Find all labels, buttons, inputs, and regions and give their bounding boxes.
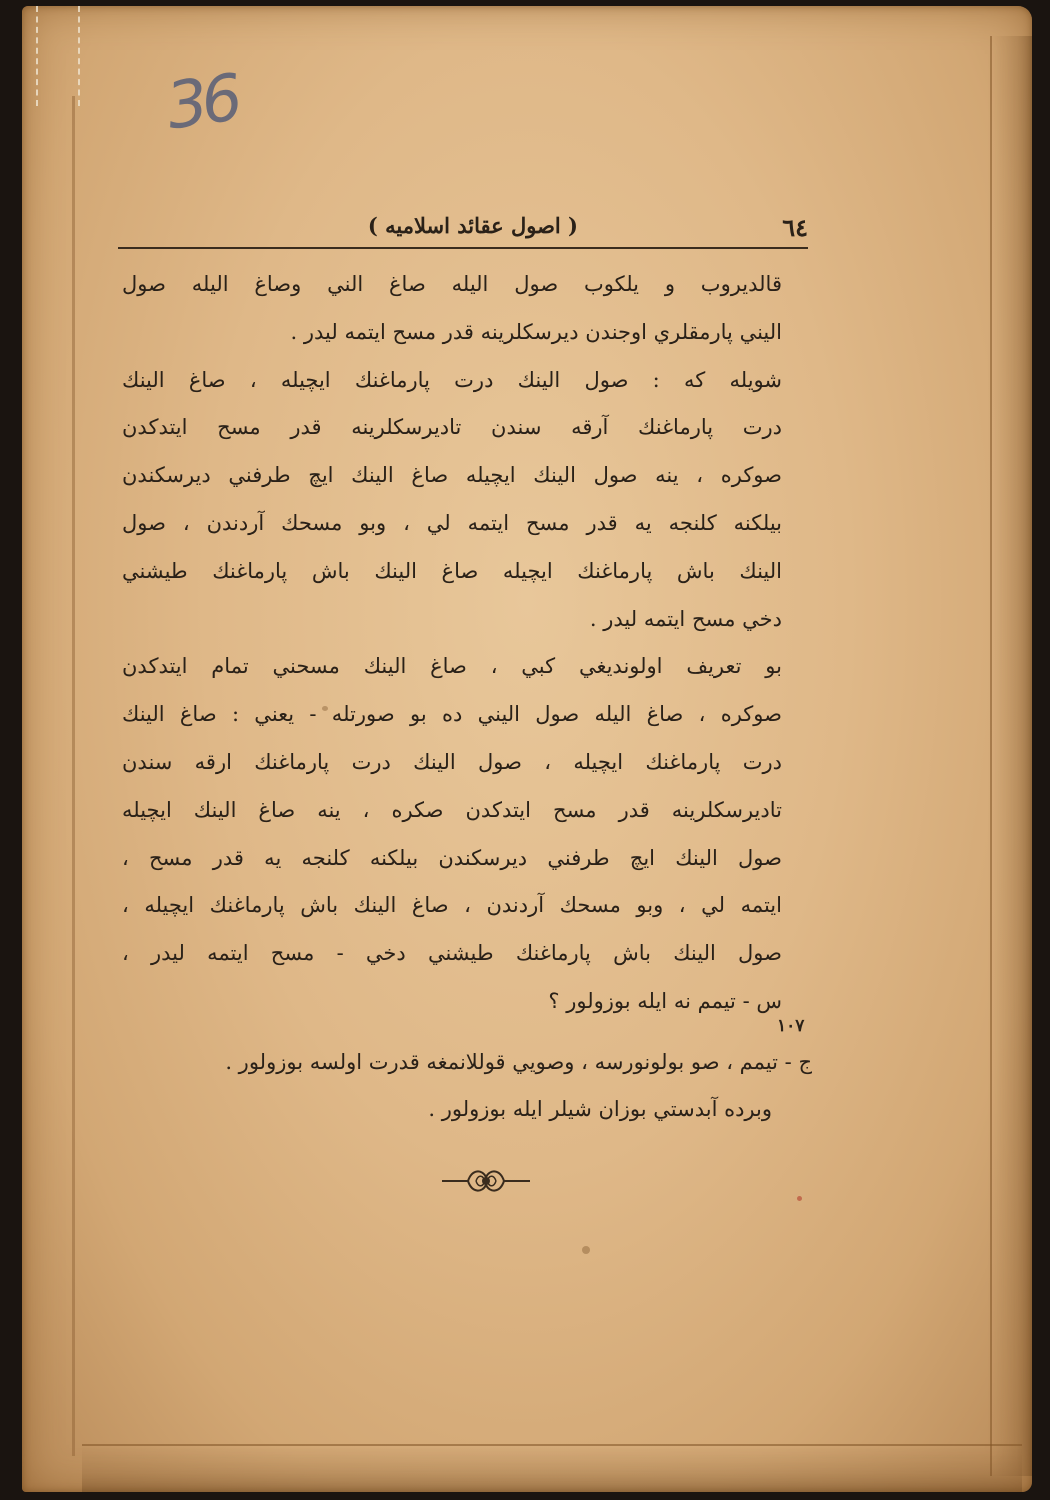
question-number: ١٠٧ (777, 1016, 805, 1036)
body-line: شويله كه : صول الينك درت پارماغنك ايچيله ، صاغ الينك (122, 367, 782, 392)
body-line: صوكره ، ينه صول الينك ايچيله صاغ الينك ايچ طرفني ديرسكندن (122, 463, 782, 488)
spine-binding-line (72, 96, 75, 1456)
ornament-divider-icon (440, 1161, 532, 1201)
body-line: ايتمه لي ، وبو مسحك آردندن ، صاغ الينك باش پارماغنك ايچيله ، (122, 893, 782, 918)
pencil-margin-note: 36 (162, 61, 242, 145)
body-line: الينك باش پارماغنك ايچيله صاغ الينك باش پارماغنك طيشني (122, 558, 782, 583)
body-line: اليني پارمقلري اوجندن ديرسكلرينه قدر مسح ايتمه ليدر . (290, 319, 782, 344)
body-line: تاديرسكلرينه قدر مسح ايتدكدن صكره ، ينه صاغ الينك ايچيله (122, 797, 782, 822)
question-text: تيمم نه ايله بوزولور ؟ (548, 988, 736, 1013)
answer-block (122, 1039, 812, 1133)
body-line: دخي مسح ايتمه ليدر . (589, 606, 782, 631)
body-line: قالديروب و يلكوب صول اليله صاغ الني وصاغ اليله صول (122, 272, 782, 296)
answer-text: تيمم ، صو بولونورسه ، وصويي قوللانمغه قدرت اولسه بوزولور . (225, 1050, 778, 1074)
body-line: صول الينك باش پارماغنك طيشني دخي - مسح ايتمه ليدر ، (122, 941, 782, 966)
body-line: بيلكنه كلنجه يه قدر مسح ايتمه لي ، وبو مسحك آردندن ، صول (122, 510, 782, 535)
page-stack-edge-right (990, 36, 1032, 1476)
running-title: ( اصول عقائد اسلاميه ) (367, 213, 578, 238)
paper-stain (322, 706, 328, 711)
page-number: ٦٤ (782, 213, 808, 242)
paper-stain (797, 1196, 802, 1201)
book-page (22, 6, 1032, 1492)
page-stack-edge-bottom (82, 1444, 1022, 1492)
page-header (118, 211, 808, 249)
binding-thread (36, 6, 80, 106)
body-line: بو تعريف اولونديغي كبي ، صاغ الينك مسحني تمام ايتدكدن (122, 654, 782, 679)
paper-stain (582, 1246, 590, 1254)
question-marker: س - (742, 988, 782, 1013)
body-text (122, 261, 782, 1026)
body-line: درت پارماغنك آرقه سندن تاديرسكلرينه قدر مسح ايتدكدن (122, 415, 782, 440)
body-line: صوكره ، صاغ اليله صول اليني ده بو صورتله - يعني : صاغ الينك (122, 702, 782, 727)
answer-line (122, 1039, 812, 1086)
body-line: صول الينك ايچ طرفني ديرسكندن بيلكنه كلنجه يه قدر مسح ، (122, 845, 782, 870)
body-line: درت پارماغنك ايچيله ، صول الينك درت پارماغنك ارقه سندن (122, 749, 782, 774)
answer-line: وبرده آبدستي بوزان شيلر ايله بوزولور . (428, 1097, 772, 1121)
answer-marker: ج - (784, 1050, 812, 1074)
question-line (122, 978, 782, 1026)
